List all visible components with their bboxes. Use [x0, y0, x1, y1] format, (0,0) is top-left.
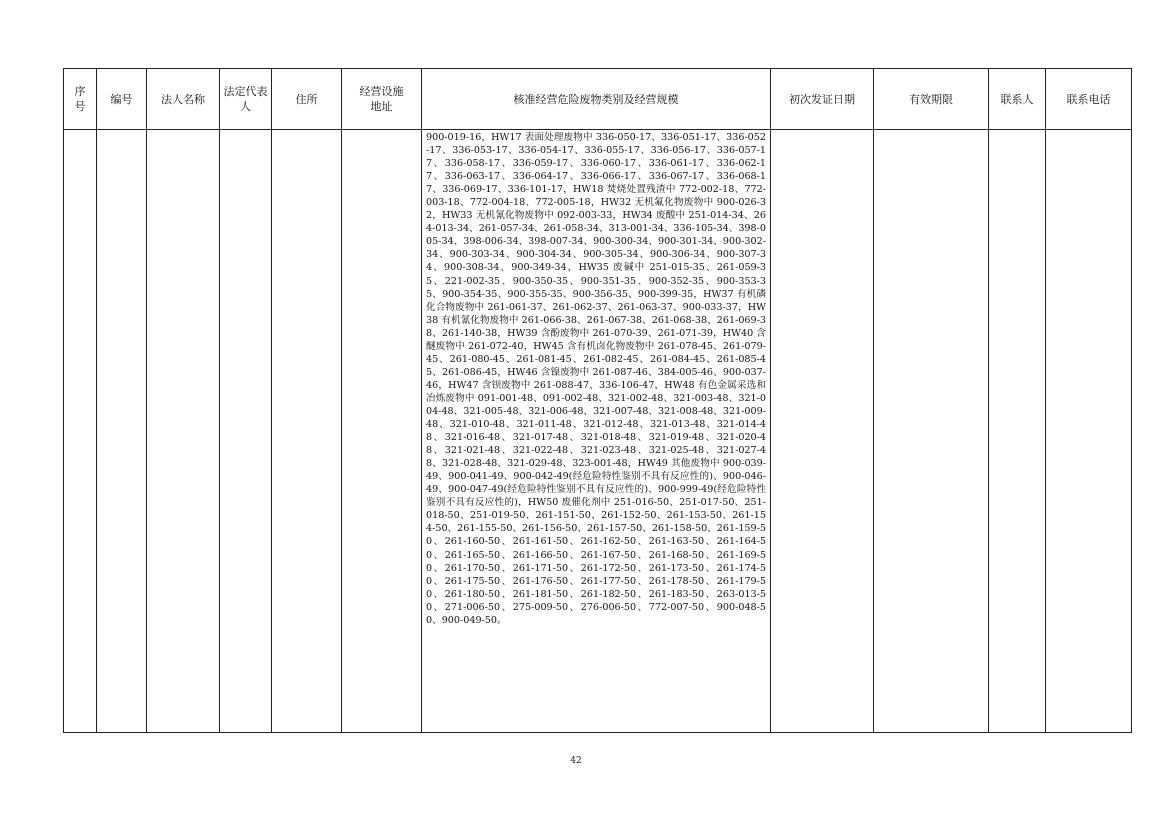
cell-phone [1046, 130, 1132, 733]
header-scope-label: 核准经营危险废物类别及经营规模 [513, 92, 679, 106]
cell-seq [64, 130, 97, 733]
cell-number [97, 130, 147, 733]
cell-legal-rep [220, 130, 272, 733]
header-number [97, 69, 147, 130]
header-address-label: 住所 [295, 92, 318, 106]
header-facility-address [342, 69, 422, 130]
header-validity [874, 69, 989, 130]
hazardous-waste-license-table [63, 68, 1132, 733]
header-issue-date [771, 69, 874, 130]
cell-legal-name [147, 130, 220, 733]
header-legal-name-label: 法人名称 [161, 92, 205, 106]
page-number: 42 [570, 756, 582, 766]
header-phone-label: 联系电话 [1066, 92, 1111, 106]
header-validity-label: 有效期限 [909, 92, 953, 106]
cell-contact [989, 130, 1046, 733]
header-contact-label: 联系人 [1000, 92, 1034, 106]
header-seq-label: 序号 [74, 85, 86, 113]
cell-address [272, 130, 342, 733]
cell-issue-date [771, 130, 874, 733]
header-contact [989, 69, 1046, 130]
header-legal-rep [220, 69, 272, 130]
table-body [64, 130, 1132, 733]
header-scope [422, 69, 771, 130]
header-legal-name [147, 69, 220, 130]
scope-text: 900-019-16，HW17 表面处理废物中 336-050-17、336-051-17、336-052-17、336-053-17、336-054-17、336-055-17、336-056-17、336-057-17、336-058-17、336-059-17、336-060-17、336-061-17、336-062-17、336-063-17、336-064-17、336-066-17、336-067-17、336-068-17、336-069-17、336-101-17，HW18 焚烧处置残渣中 772-002-18、772-003-18、772-004-18、772-005-18，HW32 无机氟化物废物中 900-026-32，HW33 无机氰化物废物中 092-003-33，HW34 废酸中 251-014-34、264-013-34、261-057-34、261-058-34、313-001-34、336-105-34、398-005-34、398-006-34、398-007-34、900-300-34、900-301-34、900-302-34、900-303-34、900-304-34、900-305-34、900-306-34、900-307-34、900-308-34、900-349-34，HW35 废碱中 251-015-35、261-059-35、221-002-35、900-350-35、900-351-35、900-352-35、900-353-35、900-354-35、900-355-35、900-356-35、900-399-35，HW37 有机磷化合物废物中 261-061-37、261-062-37、261-063-37、900-033-37，HW38 有机氰化物废物中 261-066-38、261-067-38、261-068-38、261-069-38、261-140-38，HW39 含酚废物中 261-070-39、261-071-39，HW40 含醚废物中 261-072-40，HW45 含有机卤化物废物中 261-078-45、261-079-45、261-080-45、261-081-45、261-082-45、261-084-45、261-085-45、261-086-45，HW46 含镍废物中 261-087-46、384-005-46、900-037-46，HW47 含钡废物中 261-088-47、336-106-47，HW48 有色金属采选和冶炼废物中 091-001-48、091-002-48、321-002-48、321-003-48、321-004-48、321-005-48、321-006-48、321-007-48、321-008-48、321-009-48、321-010-48、321-011-48、321-012-48、321-013-48、321-014-48、321-016-48、321-017-48、321-018-48、321-019-48、321-020-48、321-021-48、321-022-48、321-023-48、321-025-48、321-027-48、321-028-48、321-029-48、323-001-48，HW49 其他废物中 900-039-49、900-041-49、900-042-49(经危险特性鉴别不具有反应性的)、900-046-49、900-047-49(经危险特性鉴别不具有反应性的)、900-999-49(经危险特性鉴别不具有反应性的)，HW50 废催化剂中 251-016-50、251-017-50、251-018-50、251-019-50、261-151-50、261-152-50、261-153-50、261-154-50、261-155-50、261-156-50、261-157-50、261-158-50、261-159-50、261-160-50、261-161-50、261-162-50、261-163-50、261-164-50、261-165-50、261-166-50、261-167-50、261-168-50、261-169-50、261-170-50、261-171-50、261-172-50、261-173-50、261-174-50、261-175-50、261-176-50、261-177-50、261-178-50、261-179-50、261-180-50、261-181-50、261-182-50、261-183-50、263-013-50、271-006-50、275-009-50、276-006-50、772-007-50、900-048-50、900-049-50。 [426, 132, 766, 626]
header-facility-address-label: 经营设施地址 [359, 85, 404, 113]
cell-scope [422, 130, 771, 733]
header-legal-rep-label: 法定代表人 [223, 85, 268, 113]
header-number-label: 编号 [110, 92, 133, 106]
header-phone [1046, 69, 1132, 130]
header-issue-date-label: 初次发证日期 [789, 92, 855, 106]
header-row [64, 69, 1132, 130]
table-row [64, 130, 1132, 733]
header-address [272, 69, 342, 130]
cell-validity [874, 130, 989, 733]
table-header [64, 69, 1132, 130]
header-seq [64, 69, 97, 130]
cell-facility-address [342, 130, 422, 733]
